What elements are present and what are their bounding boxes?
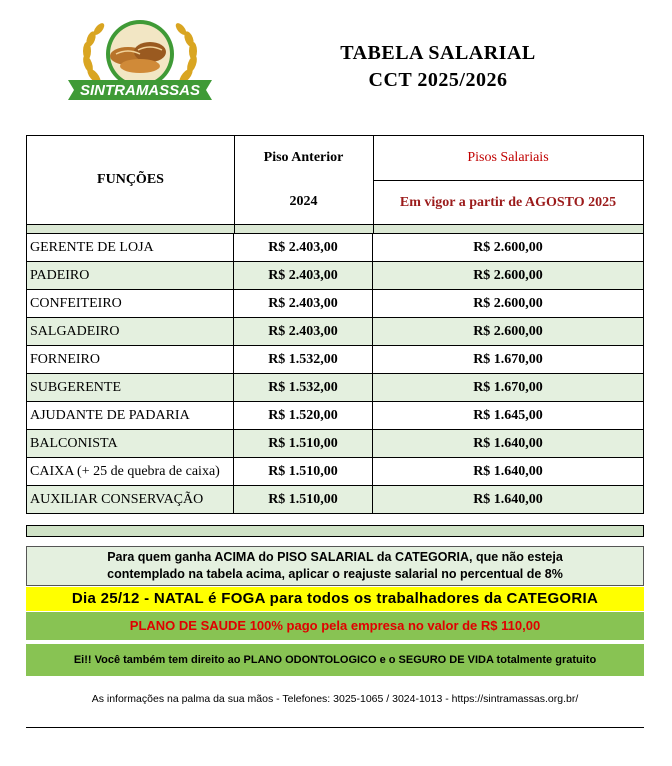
- row-piso-anterior: R$ 1.510,00: [234, 486, 373, 513]
- row-piso-anterior: R$ 2.403,00: [234, 234, 373, 261]
- footer-divider: [26, 727, 644, 728]
- row-funcao: AUXILIAR CONSERVAÇÃO: [27, 486, 234, 513]
- row-funcao: CONFEITEIRO: [27, 290, 234, 317]
- row-piso-salarial: R$ 2.600,00: [473, 323, 543, 339]
- separator-bar: [26, 525, 644, 537]
- header-piso-anterior-year: 2024: [289, 194, 318, 209]
- reajuste-notice: [26, 546, 644, 586]
- row-funcao: FORNEIRO: [27, 346, 234, 373]
- page-title: [300, 40, 576, 94]
- row-funcao: SUBGERENTE: [27, 374, 234, 401]
- table-row: [27, 458, 643, 486]
- logo-text: SINTRAMASSAS: [79, 82, 201, 99]
- plano-saude-banner: PLANO DE SAUDE 100% pago pela empresa no valor de R$ 110,00: [26, 612, 644, 640]
- natal-banner: Dia 25/12 - NATAL é FOGA para todos os trabalhadores da CATEGORIA: [26, 587, 644, 611]
- footer-contact: As informações na palma da sua mãos - Telefones: 3025-1065 / 3024-1013 - https://sintramassas.org.br/: [91, 693, 579, 705]
- table-row: [27, 430, 643, 458]
- row-piso-salarial: R$ 1.645,00: [473, 407, 543, 423]
- header-pisos-salariais: [373, 136, 643, 224]
- header-funcoes: FUNÇÕES: [27, 136, 235, 224]
- salary-table: [26, 135, 644, 514]
- header-piso-anterior: [234, 136, 374, 224]
- row-piso-anterior: R$ 1.532,00: [234, 374, 373, 401]
- header-vigor: Em vigor a partir de AGOSTO 2025: [399, 194, 617, 210]
- header-divider-strip: [27, 225, 643, 234]
- table-row: [27, 234, 643, 262]
- header-piso-anterior-label: Piso Anterior: [263, 150, 344, 165]
- table-row: [27, 486, 643, 513]
- row-funcao: SALGADEIRO: [27, 318, 234, 345]
- row-piso-anterior: R$ 2.403,00: [234, 262, 373, 289]
- row-piso-salarial: R$ 2.600,00: [473, 267, 543, 283]
- row-piso-salarial: R$ 1.640,00: [473, 435, 543, 451]
- row-funcao: CAIXA (+ 25 de quebra de caixa): [27, 458, 234, 485]
- title-line-2: CCT 2025/2026: [368, 69, 508, 91]
- notice-line-2: contemplado na tabela acima, aplicar o reajuste salarial no percentual de 8%: [107, 567, 563, 581]
- table-body: [27, 234, 643, 513]
- sintramassas-logo: [64, 14, 216, 110]
- row-piso-anterior: R$ 1.520,00: [234, 402, 373, 429]
- row-piso-anterior: R$ 1.532,00: [234, 346, 373, 373]
- row-piso-salarial: R$ 1.640,00: [473, 463, 543, 479]
- table-row: [27, 402, 643, 430]
- row-piso-anterior: R$ 1.510,00: [234, 458, 373, 485]
- row-piso-anterior: R$ 2.403,00: [234, 290, 373, 317]
- row-piso-salarial: R$ 2.600,00: [473, 295, 543, 311]
- row-piso-salarial: R$ 1.640,00: [473, 491, 543, 507]
- plano-odonto-banner: Ei!! Você também tem direito ao PLANO ODONTOLOGICO e o SEGURO DE VIDA totalmente gratuito: [26, 644, 644, 676]
- row-piso-salarial: R$ 1.670,00: [473, 379, 543, 395]
- title-line-1: TABELA SALARIAL: [340, 42, 536, 64]
- table-row: [27, 290, 643, 318]
- header-pisos-salariais-label: Pisos Salariais: [373, 136, 643, 181]
- row-funcao: GERENTE DE LOJA: [27, 234, 234, 261]
- table-row: [27, 318, 643, 346]
- row-funcao: BALCONISTA: [27, 430, 234, 457]
- notice-line-1: Para quem ganha ACIMA do PISO SALARIAL da CATEGORIA, que não esteja: [107, 550, 563, 564]
- row-piso-salarial: R$ 2.600,00: [473, 239, 543, 255]
- table-row: [27, 262, 643, 290]
- row-funcao: AJUDANTE DE PADARIA: [27, 402, 234, 429]
- row-piso-anterior: R$ 1.510,00: [234, 430, 373, 457]
- row-funcao: PADEIRO: [27, 262, 234, 289]
- row-piso-anterior: R$ 2.403,00: [234, 318, 373, 345]
- logo-graphic: [64, 14, 216, 110]
- table-row: [27, 346, 643, 374]
- table-row: [27, 374, 643, 402]
- row-piso-salarial: R$ 1.670,00: [473, 351, 543, 367]
- table-header: [27, 136, 643, 225]
